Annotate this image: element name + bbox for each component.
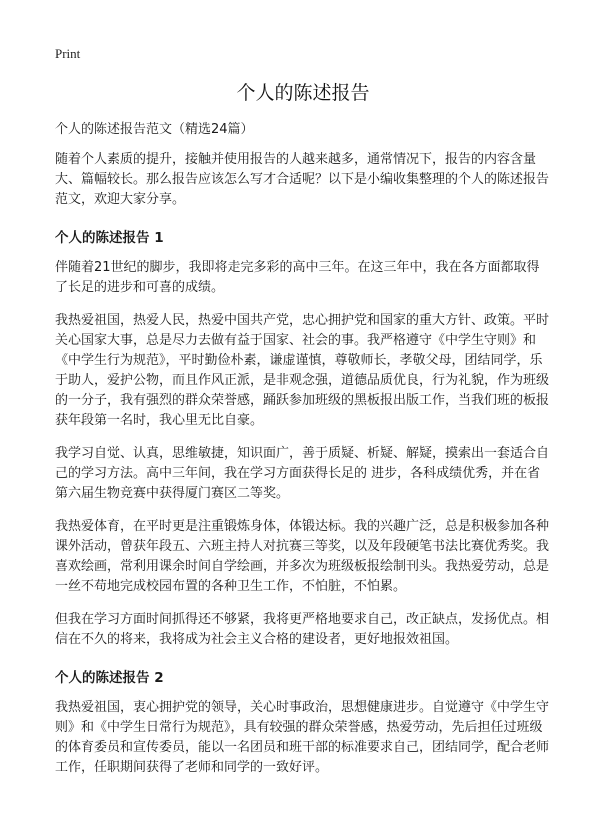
- print-label: Print: [55, 46, 81, 61]
- section-heading-1: 个人的陈述报告 1: [55, 230, 164, 246]
- subtitle: 个人的陈述报告范文（精选24篇）: [55, 122, 254, 137]
- section-1-paragraph-5: 但我在学习方面时间抓得还不够紧，我将更严格地要求自己，改正缺点，发扬优点。相信在不久的将来，我将成为社会主义合格的建设者，更好地报效祖国。: [55, 612, 550, 647]
- section-2-paragraph-1: 我热爱祖国，衷心拥护党的领导，关心时事政治，思想健康进步。自觉遵守《中学生守则》和《中学生日常行为规范》，具有较强的群众荣誉感，热爱劳动，先后担任过班级的体育委员和宣传委员，能以一名团员和班干部的标准要求自己，团结同学，配合老师工作，任职期间获得了老师和同学的一致好评。: [55, 700, 550, 775]
- section-1-paragraph-2: 我热爱祖国，热爱人民，热爱中国共产党，忠心拥护党和国家的重大方针、政策。平时关心国家大事，总是尽力去做有益于国家、社会的事。我严格遵守《中学生守则》和《中学生行为规范》，平时勤俭朴素，谦虚谨慎，尊敬师长，孝敬父母，团结同学，乐于助人，爱护公物，而且作风正派，是非观念强，道德品质优良，行为礼貌，作为班级的一分子，我有强烈的群众荣誉感，踊跃参加班级的黑板报出版工作，当我们班的板报获年段第一名时，我心里无比自豪。: [55, 313, 550, 428]
- page-title: 个人的陈述报告: [236, 82, 370, 104]
- section-1-paragraph-1: 伴随着21世纪的脚步，我即将走完多彩的高中三年。在这三年中，我在各方面都取得了长足的进步和可喜的成绩。: [55, 260, 540, 295]
- section-1-paragraph-3: 我学习自觉、认真，思维敏捷，知识面广，善于质疑、析疑、解疑，摸索出一套适合自己的学习方法。高中三年间，我在学习方面获得长足的 进步，各科成绩优秀，并在省第六届生物竞赛中获得厦门赛区二等奖。: [55, 446, 550, 501]
- section-1-paragraph-4: 我热爱体育，在平时更是注重锻炼身体，体锻达标。我的兴趣广泛，总是积极参加各种课外活动，曾获年段五、六班主持人对抗赛三等奖，以及年段硬笔书法比赛优秀奖。我喜欢绘画，常利用课余时间自学绘画，并多次为班级板报绘制刊头。我热爱劳动，总是一丝不苟地完成校园布置的各种卫生工作，不怕脏，不怕累。: [55, 519, 550, 594]
- section-heading-2: 个人的陈述报告 2: [55, 670, 164, 686]
- intro-paragraph: 随着个人素质的提升，接触并使用报告的人越来越多，通常情况下，报告的内容含量大、篇幅较长。那么报告应该怎么写才合适呢？以下是小编收集整理的个人的陈述报告范文，欢迎大家分享。: [55, 152, 550, 207]
